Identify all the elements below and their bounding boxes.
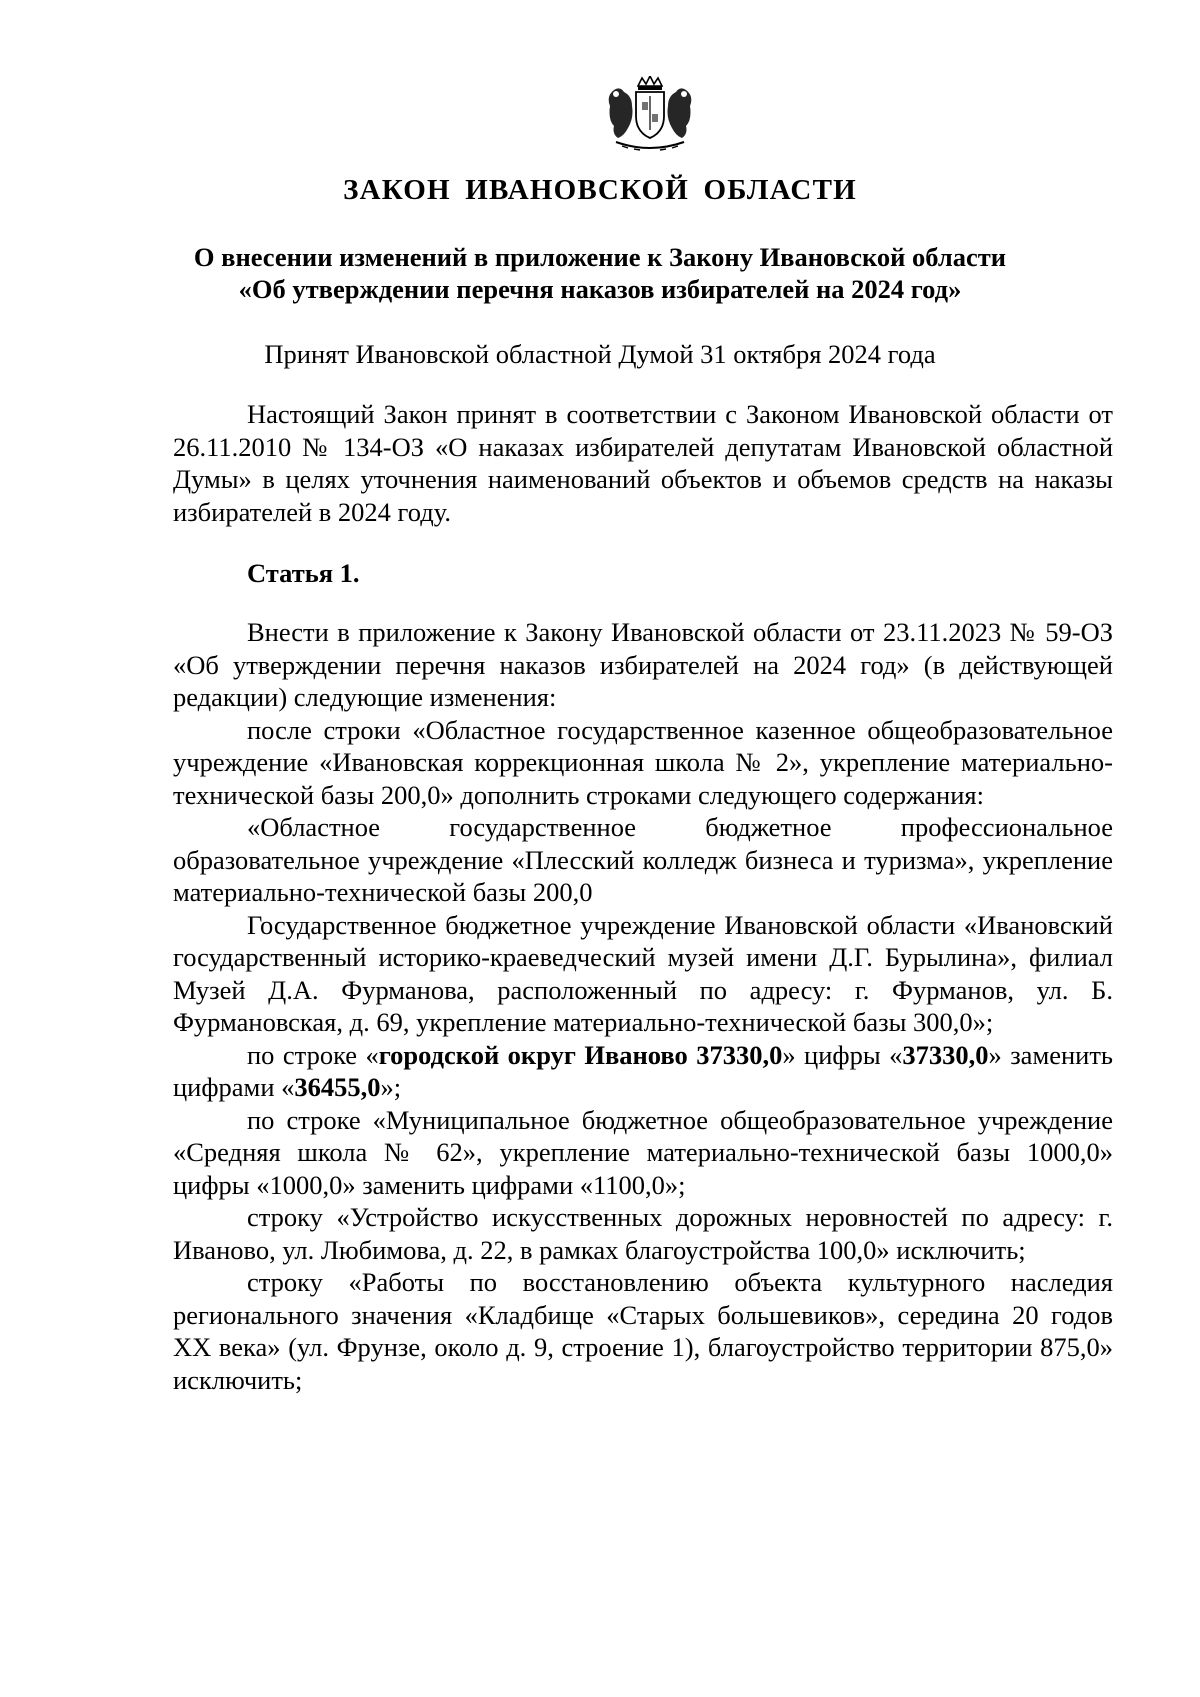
amendment-item-2 (173, 1039, 1113, 1104)
preamble-block (173, 398, 1113, 528)
item2-row-name: городской округ Иваново 37330,0 (378, 1039, 783, 1070)
law-title: ЗАКОН ИВАНОВСКОЙ ОБЛАСТИ (343, 174, 857, 206)
item2-new-value: 36455,0 (294, 1072, 381, 1102)
item2-suffix: »; (380, 1072, 402, 1102)
item2-prefix: по строке « (247, 1039, 379, 1070)
law-subtitle (0, 241, 1200, 305)
item2-old-value: 37330,0 (902, 1039, 989, 1070)
article-1-heading: Статья 1. (247, 558, 360, 588)
item2-mid-2: » заменить цифрами « (173, 1039, 1114, 1102)
item2-mid-1: » цифры « (782, 1039, 903, 1070)
article-intro-paragraph: Внести в приложение к Закону Ивановской области от 23.11.2023 № 59-ОЗ «Об утверждении перечня наказов избирателей на 2024 год» (в действующей редакции) следующие изменения: (173, 617, 1113, 712)
subtitle-line-2: «Об утверждении перечня наказов избирателей на 2024 год» (238, 274, 962, 304)
amendment-item-5: строку «Работы по восстановлению объекта культурного наследия регионального значения «Кладбище «Старых большевиков», середина 20 годов XX века» (ул. Фрунзе, около д. 9, строение 1), благоустройство территории 875,0» исключить; (173, 1267, 1113, 1395)
amendment-item-1-added-row-1: «Областное государственное бюджетное профессиональное образовательное учреждение «Плесский колледж бизнеса и туризма», укрепление материально-технической базы 200,0 (173, 812, 1113, 907)
amendment-item-1: после строки «Областное государственное казенное общеобразовательное учреждение «Ивановская коррекционная школа № 2», укрепление материально-технической базы 200,0» дополнить строками следующего содержания: (173, 714, 1113, 810)
amendment-item-4: строку «Устройство искусственных дорожных неровностей по адресу: г. Иваново, ул. Любимова, д. 22, в рамках благоустройства 100,0» исключить; (173, 1202, 1113, 1265)
coat-of-arms-icon (602, 76, 698, 154)
article-1-body (173, 616, 1113, 1396)
adoption-note: Принят Ивановской областной Думой 31 октября 2024 года (264, 339, 936, 369)
subtitle-line-1: О внесении изменений в приложение к Закону Ивановской области (193, 242, 1007, 272)
amendment-item-3: по строке «Муниципальное бюджетное общеобразовательное учреждение «Средняя школа № 62», укрепление материально-технической базы 1000,0» цифры «1000,0» заменить цифрами «1100,0»; (173, 1104, 1113, 1200)
preamble-paragraph: Настоящий Закон принят в соответствии с Законом Ивановской области от 26.11.2010 № 134-ОЗ «О наказах избирателей депутатам Ивановской областной Думы» в целях уточнения наименований объектов и объемов средств на наказы избирателей в 2024 году. (173, 399, 1113, 527)
amendment-item-1-added-row-2: Государственное бюджетное учреждение Ивановской области «Ивановский государственный историко-краеведческий музей имени Д.Г. Бурылина», филиал Музей Д.А. Фурманова, расположенный по адресу: г. Фурманов, ул. Б. Фурмановская, д. 69, укрепление материально-технической базы 300,0»; (173, 909, 1113, 1037)
